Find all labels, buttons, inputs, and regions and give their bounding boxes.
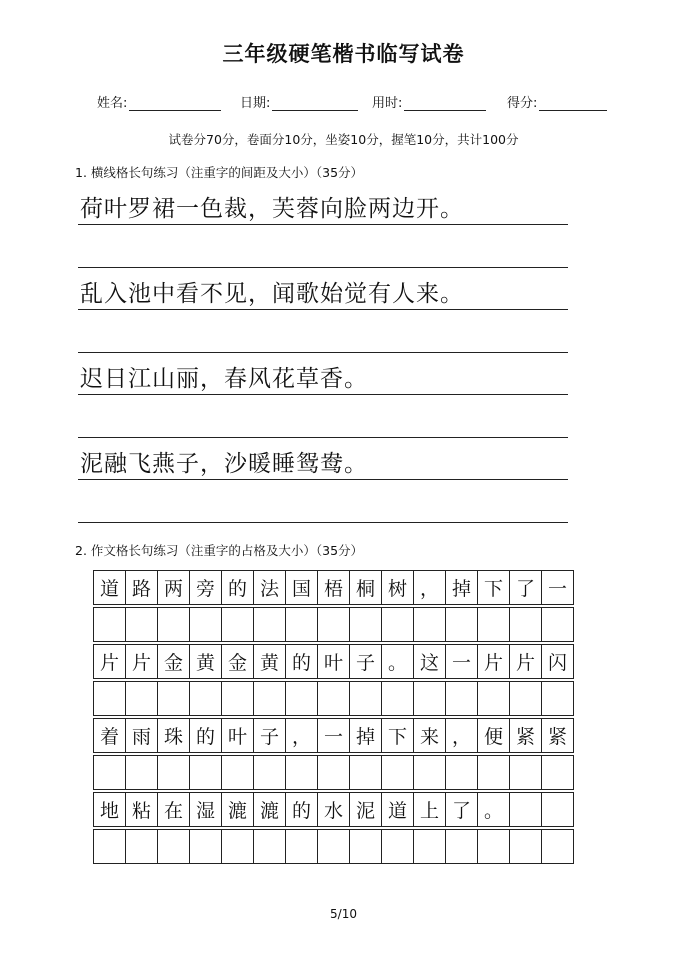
grid-cell[interactable] <box>317 681 350 716</box>
grid-cell[interactable] <box>157 829 190 864</box>
grid-cell[interactable] <box>93 829 126 864</box>
grid-cell: 子 <box>253 718 286 753</box>
grid-cell: 片 <box>125 644 158 679</box>
grid-cell: 金 <box>157 644 190 679</box>
grid-cell: 一 <box>445 644 478 679</box>
grid-cell: 树 <box>381 570 414 605</box>
grid-cell: 下 <box>477 570 510 605</box>
ruled-line <box>78 479 568 480</box>
grid-cell: 漉 <box>221 792 254 827</box>
grid-cell[interactable] <box>285 607 318 642</box>
score-breakdown: 试卷分70分，卷面分10分，坐姿10分，握笔10分，共计100分 <box>168 132 519 147</box>
grid-cell[interactable] <box>221 681 254 716</box>
grid-cell[interactable] <box>413 755 446 790</box>
grid-cell: 的 <box>285 644 318 679</box>
blank-practice-line[interactable] <box>78 347 568 353</box>
grid-cell: 来 <box>413 718 446 753</box>
ruled-line <box>78 437 568 438</box>
grid-cell: ， <box>285 718 318 753</box>
ruled-line-with-text <box>78 360 568 395</box>
grid-cell[interactable] <box>125 681 158 716</box>
grid-cell: 片 <box>93 644 126 679</box>
blank-practice-line[interactable] <box>78 432 568 438</box>
grid-cell[interactable] <box>157 681 190 716</box>
grid-cell: ， <box>445 718 478 753</box>
model-sentence: 迟日江山丽，春风花草香。 <box>80 366 368 392</box>
grid-cell: 黄 <box>253 644 286 679</box>
grid-cell[interactable] <box>541 829 574 864</box>
grid-cell: 的 <box>189 718 222 753</box>
ruled-line-with-text <box>78 275 568 310</box>
model-sentence: 荷叶罗裙一色裁，芙蓉向脸两边开。 <box>80 196 464 222</box>
name-field <box>97 92 221 111</box>
grid-cell: 桐 <box>349 570 382 605</box>
blank-practice-line[interactable] <box>78 262 568 268</box>
grid-cell: 掉 <box>349 718 382 753</box>
composition-grid <box>93 570 588 864</box>
grid-row-blank <box>93 681 588 716</box>
grid-cell[interactable] <box>253 829 286 864</box>
grid-cell[interactable] <box>285 829 318 864</box>
ruled-line <box>78 309 568 310</box>
grid-cell[interactable] <box>445 755 478 790</box>
grid-cell: 的 <box>221 570 254 605</box>
grid-cell[interactable] <box>413 681 446 716</box>
grid-cell: 。 <box>477 792 510 827</box>
grid-cell[interactable] <box>285 755 318 790</box>
page-number: 5/10 <box>330 907 357 921</box>
section2-title: 2. 作文格长句练习（注重字的占格及大小）（35分） <box>75 543 364 558</box>
grid-cell: 国 <box>285 570 318 605</box>
grid-cell[interactable] <box>477 607 510 642</box>
grid-cell[interactable] <box>381 829 414 864</box>
grid-cell[interactable] <box>93 681 126 716</box>
grid-cell: 湿 <box>189 792 222 827</box>
grid-cell: 漉 <box>253 792 286 827</box>
grid-cell: 道 <box>93 570 126 605</box>
score-blank[interactable] <box>539 96 607 111</box>
grid-cell[interactable] <box>477 681 510 716</box>
grid-cell: 雨 <box>125 718 158 753</box>
section1-title: 1. 横线格长句练习（注重字的间距及大小）（35分） <box>75 165 364 180</box>
grid-cell[interactable] <box>189 829 222 864</box>
grid-row-model <box>93 718 588 753</box>
grid-cell: 了 <box>509 570 542 605</box>
grid-cell[interactable] <box>349 681 382 716</box>
student-info-row <box>0 92 687 116</box>
grid-cell: 法 <box>253 570 286 605</box>
grid-cell: 地 <box>93 792 126 827</box>
page-title: 三年级硬笔楷书临写试卷 <box>222 42 465 66</box>
grid-cell: 的 <box>285 792 318 827</box>
grid-cell[interactable] <box>413 829 446 864</box>
grid-row-blank <box>93 607 588 642</box>
grid-cell: 两 <box>157 570 190 605</box>
grid-cell[interactable] <box>381 607 414 642</box>
grid-cell[interactable] <box>509 792 542 827</box>
grid-cell[interactable] <box>541 681 574 716</box>
grid-cell: 在 <box>157 792 190 827</box>
grid-cell: 珠 <box>157 718 190 753</box>
grid-cell[interactable] <box>445 681 478 716</box>
grid-cell: 叶 <box>317 644 350 679</box>
model-sentence: 乱入池中看不见，闻歌始觉有人来。 <box>80 281 464 307</box>
grid-cell[interactable] <box>317 829 350 864</box>
grid-cell[interactable] <box>541 607 574 642</box>
grid-cell[interactable] <box>349 607 382 642</box>
grid-cell: 道 <box>381 792 414 827</box>
grid-row-blank <box>93 829 588 864</box>
grid-cell[interactable] <box>509 755 542 790</box>
grid-cell[interactable] <box>477 829 510 864</box>
grid-cell[interactable] <box>509 681 542 716</box>
grid-cell: 便 <box>477 718 510 753</box>
grid-cell[interactable] <box>509 607 542 642</box>
grid-cell[interactable] <box>317 755 350 790</box>
grid-row-model <box>93 644 588 679</box>
ruled-line <box>78 224 568 225</box>
time-field <box>372 92 486 111</box>
grid-cell: 片 <box>509 644 542 679</box>
grid-cell[interactable] <box>541 755 574 790</box>
grid-cell[interactable] <box>317 607 350 642</box>
grid-cell[interactable] <box>189 607 222 642</box>
ruled-line <box>78 352 568 353</box>
time-label: 用时: <box>372 96 403 111</box>
grid-cell: 一 <box>541 570 574 605</box>
grid-cell: 下 <box>381 718 414 753</box>
grid-cell: 旁 <box>189 570 222 605</box>
ruled-line <box>78 267 568 268</box>
grid-cell: 一 <box>317 718 350 753</box>
grid-cell: 上 <box>413 792 446 827</box>
grid-cell[interactable] <box>477 755 510 790</box>
grid-cell: 子 <box>349 644 382 679</box>
grid-cell[interactable] <box>413 607 446 642</box>
grid-cell: 紧 <box>541 718 574 753</box>
date-blank[interactable] <box>272 96 358 111</box>
grid-cell[interactable] <box>349 829 382 864</box>
grid-cell[interactable] <box>125 607 158 642</box>
grid-cell[interactable] <box>189 681 222 716</box>
grid-cell[interactable] <box>253 755 286 790</box>
grid-cell[interactable] <box>221 755 254 790</box>
grid-cell: ， <box>413 570 446 605</box>
grid-cell[interactable] <box>189 755 222 790</box>
grid-cell[interactable] <box>221 607 254 642</box>
grid-cell[interactable] <box>125 755 158 790</box>
grid-cell: 金 <box>221 644 254 679</box>
ruled-line-with-text <box>78 190 568 225</box>
grid-cell: 片 <box>477 644 510 679</box>
date-label: 日期: <box>240 96 271 111</box>
grid-cell: 。 <box>381 644 414 679</box>
grid-row-model <box>93 570 588 605</box>
grid-cell[interactable] <box>157 607 190 642</box>
grid-cell[interactable] <box>541 792 574 827</box>
grid-cell: 水 <box>317 792 350 827</box>
grid-cell[interactable] <box>93 755 126 790</box>
ruled-line-with-text <box>78 445 568 480</box>
grid-row-blank <box>93 755 588 790</box>
grid-cell[interactable] <box>285 681 318 716</box>
date-field <box>240 92 358 111</box>
grid-cell: 闪 <box>541 644 574 679</box>
grid-cell: 路 <box>125 570 158 605</box>
grid-cell: 粘 <box>125 792 158 827</box>
grid-cell: 掉 <box>445 570 478 605</box>
ruled-line <box>78 522 568 523</box>
grid-cell[interactable] <box>221 829 254 864</box>
grid-cell: 梧 <box>317 570 350 605</box>
grid-row-model <box>93 792 588 827</box>
ruled-line <box>78 394 568 395</box>
grid-cell: 叶 <box>221 718 254 753</box>
grid-cell: 黄 <box>189 644 222 679</box>
grid-cell: 这 <box>413 644 446 679</box>
grid-cell[interactable] <box>93 607 126 642</box>
model-sentence: 泥融飞燕子，沙暖睡鸳鸯。 <box>80 451 368 477</box>
name-blank[interactable] <box>129 96 221 111</box>
grid-cell[interactable] <box>381 681 414 716</box>
grid-cell[interactable] <box>509 829 542 864</box>
grid-cell: 了 <box>445 792 478 827</box>
name-label: 姓名: <box>97 96 128 111</box>
score-field <box>507 92 607 111</box>
grid-cell: 泥 <box>349 792 382 827</box>
grid-cell: 紧 <box>509 718 542 753</box>
grid-cell: 着 <box>93 718 126 753</box>
grid-cell[interactable] <box>381 755 414 790</box>
grid-cell[interactable] <box>445 607 478 642</box>
grid-cell[interactable] <box>125 829 158 864</box>
time-blank[interactable] <box>404 96 486 111</box>
grid-cell[interactable] <box>349 755 382 790</box>
grid-cell[interactable] <box>157 755 190 790</box>
score-label: 得分: <box>507 96 538 111</box>
grid-cell[interactable] <box>253 681 286 716</box>
grid-cell[interactable] <box>253 607 286 642</box>
blank-practice-line[interactable] <box>78 517 568 523</box>
grid-cell[interactable] <box>445 829 478 864</box>
